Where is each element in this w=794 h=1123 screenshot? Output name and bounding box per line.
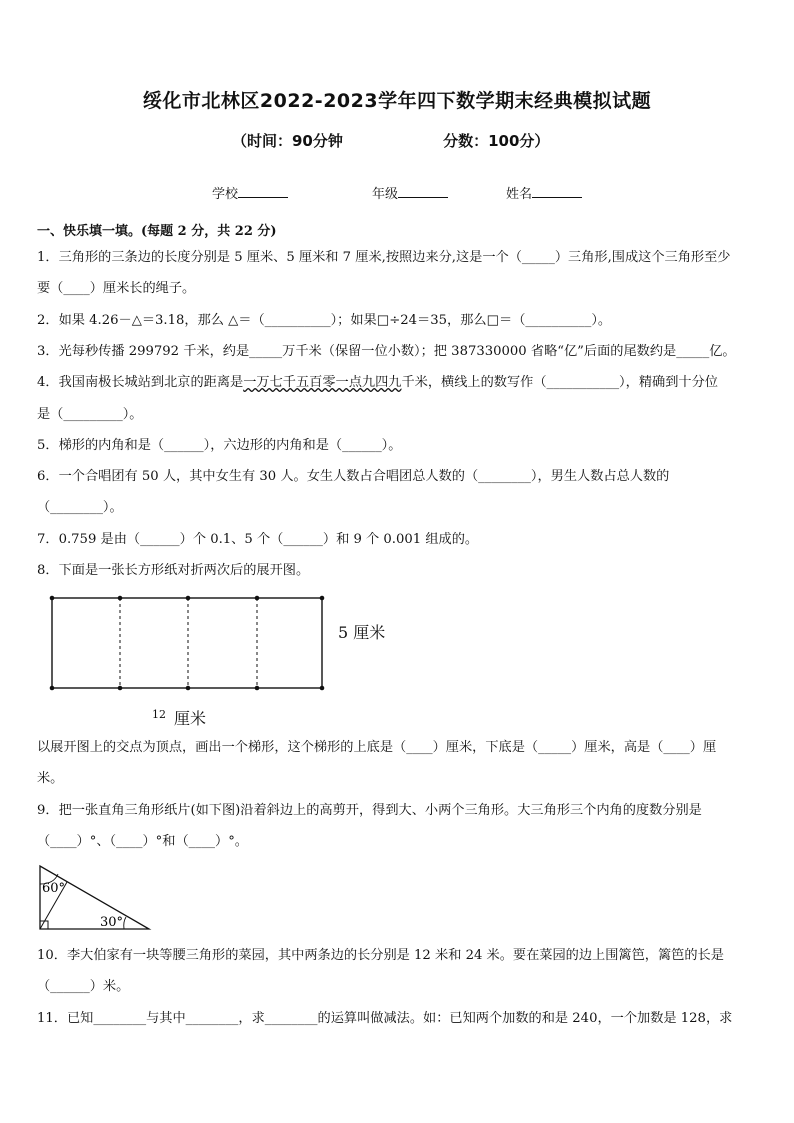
grade-label: 年级 [372,187,399,202]
question-8-line2: 以展开图上的交点为顶点，画出一个梯形，这个梯形的上底是（____）厘米，下底是（_____）厘米，高是（____）厘 [37,740,717,755]
question-10-line1: 10．李大伯家有一块等腰三角形的菜园，其中两条边的长分别是 12 米和 24 米。要在菜园的边上围篱笆，篱笆的长是 [37,948,724,963]
total-score: 分数：100分） [443,132,550,150]
question-4-line1 [37,367,762,398]
school-field [212,183,288,202]
name-label: 姓名 [506,187,533,202]
diagram-length-unit: 厘米 [174,709,207,728]
question-11: 11．已知________与其中________，求________的运算叫做减法。如：已知两个加数的和是 240，一个加数是 128，求 [37,1011,733,1026]
school-blank [238,183,288,198]
right-triangle-diagram [36,862,156,932]
question-8: 8．下面是一张长方形纸对折两次后的展开图。 [37,563,310,578]
question-2: 2．如果 4.26－△＝3.18，那么 △＝（__________）；如果□÷24＝35，那么□＝（__________）。 [37,313,612,328]
angle-60-label: 60° [42,881,66,896]
unfolded-paper-diagram [44,590,334,700]
question-3: 3．光每秒传播 299792 千米，约是_____万千米（保留一位小数）；把 387330000 省略“亿”后面的尾数约是_____亿。 [37,344,736,359]
question-9-line1: 9．把一张直角三角形纸片(如下图)沿着斜边上的高剪开，得到大、小两个三角形。大三角形三个内角的度数分别是 [37,803,702,818]
question-10-line2: （______）米。 [37,979,130,994]
diagram-length-number: 12 [152,707,166,721]
question-4-wavy-text: 一万七千五百零一点九四九 [243,375,402,390]
exam-meta [232,130,549,151]
question-7: 7．0.759 是由（______）个 0.1、5 个（______）和 9 个 0.001 组成的。 [37,532,479,547]
question-1-line1: 1．三角形的三条边的长度分别是 5 厘米、5 厘米和 7 厘米,按照边来分,这是一个（_____）三角形,围成这个三角形至少 [37,250,731,265]
section-heading: 一、快乐填一填。(每题 2 分，共 22 分) [37,224,277,239]
school-label: 学校 [212,187,239,202]
name-blank [532,183,582,198]
name-field [506,183,582,202]
grade-blank [398,183,448,198]
question-6-line1: 6．一个合唱团有 50 人，其中女生有 30 人。女生人数占合唱团总人数的（________），男生人数占总人数的 [37,469,670,484]
time-limit: （时间：90分钟 [232,132,343,150]
question-4-line2: 是（_________）。 [37,407,143,422]
page-title: 绥化市北林区2022-2023学年四下数学期末经典模拟试题 [142,90,652,112]
question-8-line3: 米。 [37,771,64,786]
question-4-post: 千米，横线上的数写作（___________），精确到十分位 [401,375,718,390]
question-6-line2: （________）。 [37,500,123,515]
grade-field [372,183,448,202]
diagram-length-label [152,706,206,729]
angle-30-label: 30° [100,915,124,930]
diagram-height-label: 5 厘米 [338,623,386,642]
question-5: 5．梯形的内角和是（______），六边形的内角和是（______）。 [37,438,402,453]
question-9-line2: （____）°、（____）°和（____）°。 [37,834,248,849]
question-1-line2: 要（____）厘米长的绳子。 [37,281,196,296]
question-4-pre: 4．我国南极长城站到北京的距离是 [37,375,244,390]
